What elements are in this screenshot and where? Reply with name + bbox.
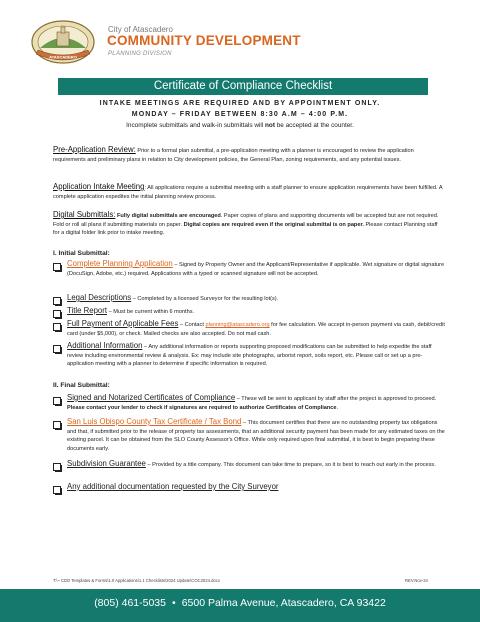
digital-submittals-paragraph: Digital Submittals: Fully digital submittals are encouraged. Paper copies of plans and supporting documents will be accepted but are not required. Fold or roll all plans if submitting materials on paper. Digital copies are required even if the original submittal is on paper. Please contact Planning staff for a digital folder link prior to intake meeting.: [53, 210, 439, 237]
page-title: Certificate of Compliance Checklist: [58, 78, 428, 95]
list-item: Complete Planning Application – Signed by Property Owner and the Applicant/Representative if applicable. Wet signature or digital signature (DocuSign, Adobe, etc.) required. Applications with a typed or scanned signature will not be accepted.: [53, 260, 445, 278]
intake-meeting-heading: Application Intake Meeting: [53, 182, 145, 191]
email-link[interactable]: planning@atascadero.org: [205, 322, 270, 328]
footer-address: 6500 Palma Avenue, Atascadero, CA 93422: [181, 597, 386, 609]
department-name: COMMUNITY DEVELOPMENT: [107, 33, 301, 48]
tax-certificate-link[interactable]: San Luis Obispo County Tax Certificate / Tax Bond: [67, 417, 242, 426]
separator-dot: •: [172, 597, 176, 609]
list-item: Any additional documentation requested by the City Surveyor: [53, 483, 445, 493]
digital-submittals-heading: Digital Submittals:: [53, 210, 116, 219]
svg-text:ATASCADERO: ATASCADERO: [49, 54, 77, 60]
section-final-submittal-title: II. Final Submittal:: [53, 382, 110, 389]
list-item: Full Payment of Applicable Fees – Contact planning@atascadero.org for fee calculation. We accept in-person payment via cash, debit/credit card (under $5,000), or check. Mailed checks are also accepted. Do not mail cash.: [53, 320, 445, 338]
section-initial-submittal-title: I. Initial Submittal:: [53, 250, 110, 257]
intake-notice-2: MONDAY – FRIDAY BETWEEN 8:30 A.M – 4:00 P.M.: [131, 111, 349, 118]
checkbox[interactable]: [53, 397, 61, 405]
list-item: Legal Descriptions – Completed by a licensed Surveyor for the resulting lot(s).: [53, 294, 445, 304]
revision-label: REV.Nov-24: [405, 578, 428, 583]
city-seal-logo: [30, 18, 96, 66]
pre-application-heading: Pre-Application Review:: [53, 145, 136, 154]
file-path-footnote: T:\~ CDD Templates & Forms\1.0 Applications\1.1 Checklists\2024 Update\COC2024.docx: [53, 578, 220, 583]
list-item: Signed and Notarized Certificates of Compliance – These will be sent to applicant by staff after the project is approved to proceed. Please contact your lender to check if signatures are required to authorize Certificates of Compliance.: [53, 394, 445, 412]
footer-phone[interactable]: (805) 461-5035: [94, 597, 166, 609]
intake-meeting-paragraph: Application Intake Meeting: All applications require a submittal meeting with a staff planner to ensure application requirements have been fulfilled. A complete application expedites the initial planning review process.: [53, 182, 443, 200]
division-name: PLANNING DIVISION: [108, 51, 172, 57]
intake-notice-1: INTAKE MEETINGS ARE REQUIRED AND BY APPOINTMENT ONLY.: [99, 100, 381, 107]
list-item: Additional Information – Any additional information or reports supporting proposed modifications can be submitted to help expedite the staff review including environmental review & analysis. Ex: may include site photographs, arborist report, soils report, etc. Please call or set up a pre-application meeting with a planner to determine if specific information is required.: [53, 342, 445, 369]
checkbox[interactable]: [53, 263, 61, 271]
checkbox[interactable]: [53, 486, 61, 494]
city-name: City of Atascadero: [108, 25, 173, 34]
list-item: Subdivision Guarantee – Provided by a title company. This document can take time to prepare, so it is best to reach out early in the process.: [53, 460, 445, 470]
checkbox[interactable]: [53, 310, 61, 318]
checkbox[interactable]: [53, 323, 61, 331]
list-item: San Luis Obispo County Tax Certificate / Tax Bond – This document certifies that there are no outstanding property tax obligations and that, if submitted prior to the release of property tax assessments, that an additional security payment has been made for any estimated taxes on the existing parcel. It can be obtained from the SLO County Assessor's Office. While only required upon final submittal, it is best to begin preparing these documents early.: [53, 418, 445, 453]
checkbox[interactable]: [53, 297, 61, 305]
checkbox[interactable]: [53, 421, 61, 429]
application-link[interactable]: Complete Planning Application: [67, 259, 173, 268]
intake-notice-3: Incomplete submittals and walk-in submittals will not be accepted at the counter.: [126, 122, 354, 129]
list-item: Title Report – Must be current within 6 months.: [53, 307, 445, 317]
checkbox[interactable]: [53, 345, 61, 353]
checkbox[interactable]: [53, 463, 61, 471]
pre-application-paragraph: Pre-Application Review: Prior to a formal plan submittal, a pre-application meeting with a planner is encouraged to review the application requirements and preliminary plans in relation to City development policies, the General Plan, zoning requirements, and any potential issues.: [53, 145, 414, 163]
footer-contact: [0, 597, 480, 609]
